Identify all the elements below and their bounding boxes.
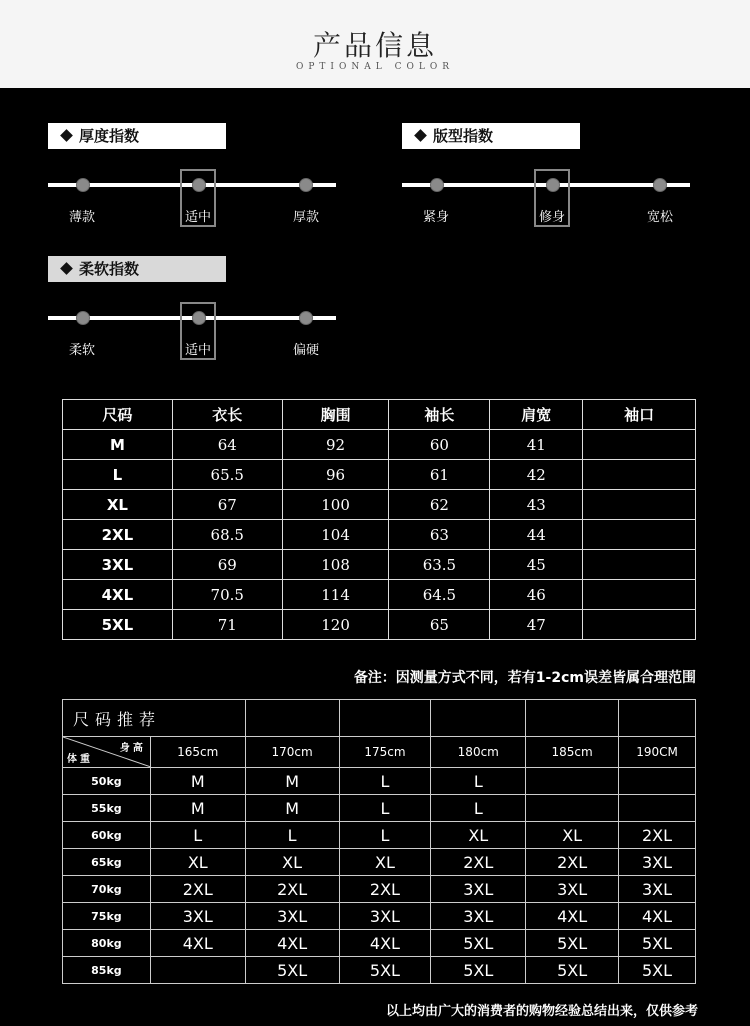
size-cell: 5XL xyxy=(619,957,696,984)
fit-index-label: 版型指数 xyxy=(402,123,580,149)
size-cell: L xyxy=(150,822,245,849)
table-cell xyxy=(583,430,696,460)
table-row xyxy=(63,430,696,460)
size-cell: 3XL xyxy=(431,903,526,930)
size-cell: L xyxy=(339,768,431,795)
scale-dot xyxy=(430,178,444,192)
table-cell: 68.5 xyxy=(172,520,282,550)
table-cell: 65 xyxy=(389,610,490,640)
table-cell: 45 xyxy=(490,550,583,580)
table-cell: 64.5 xyxy=(389,580,490,610)
scale-dot xyxy=(76,178,90,192)
size-cell: L xyxy=(431,768,526,795)
size-cell: XL xyxy=(245,849,339,876)
footnote: 以上均由广大的消费者的购物经验总结出来，仅供参考 xyxy=(385,1004,698,1019)
table-cell: 3XL xyxy=(63,550,173,580)
table-cell xyxy=(245,700,339,737)
diamond-icon xyxy=(60,129,73,142)
table-cell: 63.5 xyxy=(389,550,490,580)
height-header: 175cm xyxy=(339,737,431,768)
size-cell xyxy=(619,768,696,795)
size-cell: 4XL xyxy=(150,930,245,957)
table-cell: 67 xyxy=(172,490,282,520)
table-cell xyxy=(583,610,696,640)
table-cell: 104 xyxy=(282,520,389,550)
size-cell: 5XL xyxy=(526,957,619,984)
table-cell: 100 xyxy=(282,490,389,520)
table-cell: 114 xyxy=(282,580,389,610)
softness-index xyxy=(48,256,348,366)
table-cell: XL xyxy=(63,490,173,520)
table-row xyxy=(63,550,696,580)
table-cell: 62 xyxy=(389,490,490,520)
weight-cell: 65kg xyxy=(63,849,151,876)
size-cell: 4XL xyxy=(619,903,696,930)
size-cell: 5XL xyxy=(619,930,696,957)
table-cell xyxy=(583,460,696,490)
scale-dot xyxy=(76,311,90,325)
thickness-index-label: 厚度指数 xyxy=(48,123,226,149)
table-cell: 96 xyxy=(282,460,389,490)
size-cell: 2XL xyxy=(526,849,619,876)
scale-option: 宽松 xyxy=(646,210,673,225)
size-cell xyxy=(526,795,619,822)
size-cell: 3XL xyxy=(526,876,619,903)
table-cell: 108 xyxy=(282,550,389,580)
scale-option: 柔软 xyxy=(68,343,95,358)
size-cell: 2XL xyxy=(150,876,245,903)
recommendation-title-row xyxy=(63,700,696,737)
size-cell: L xyxy=(245,822,339,849)
header-length: 衣长 xyxy=(172,400,282,430)
table-cell: 70.5 xyxy=(172,580,282,610)
table-cell xyxy=(583,550,696,580)
height-header: 185cm xyxy=(526,737,619,768)
size-cell: 2XL xyxy=(339,876,431,903)
size-cell: M xyxy=(245,795,339,822)
size-cell: M xyxy=(150,795,245,822)
table-row xyxy=(63,490,696,520)
table-cell: 41 xyxy=(490,430,583,460)
table-row xyxy=(63,822,696,849)
size-cell: 3XL xyxy=(619,849,696,876)
thickness-index xyxy=(48,123,348,233)
size-cell: 2XL xyxy=(431,849,526,876)
size-cell: 5XL xyxy=(245,957,339,984)
header-cuff: 袖口 xyxy=(583,400,696,430)
table-row xyxy=(63,610,696,640)
table-row xyxy=(63,903,696,930)
weight-cell: 55kg xyxy=(63,795,151,822)
table-row xyxy=(63,460,696,490)
scale-dot xyxy=(299,311,313,325)
page-header xyxy=(0,0,750,88)
scale-option: 厚款 xyxy=(292,210,319,225)
table-row xyxy=(63,849,696,876)
size-cell: XL xyxy=(339,849,431,876)
page-title: 产品信息 xyxy=(312,29,437,62)
height-label: 身高 xyxy=(119,743,146,754)
table-cell xyxy=(583,490,696,520)
fit-index xyxy=(402,123,702,233)
size-cell: XL xyxy=(526,822,619,849)
table-row xyxy=(63,520,696,550)
table-cell xyxy=(619,700,696,737)
table-cell xyxy=(583,580,696,610)
size-table xyxy=(62,399,696,640)
diagonal-header-cell xyxy=(63,737,151,768)
size-cell: 2XL xyxy=(245,876,339,903)
table-cell: M xyxy=(63,430,173,460)
height-header: 170cm xyxy=(245,737,339,768)
header-size: 尺码 xyxy=(63,400,173,430)
size-cell: 3XL xyxy=(431,876,526,903)
scale-option: 偏硬 xyxy=(292,343,319,358)
header-sleeve: 袖长 xyxy=(389,400,490,430)
table-cell: 65.5 xyxy=(172,460,282,490)
size-cell: L xyxy=(339,822,431,849)
table-cell: 42 xyxy=(490,460,583,490)
table-cell xyxy=(526,700,619,737)
table-cell: 63 xyxy=(389,520,490,550)
height-header: 165cm xyxy=(150,737,245,768)
scale-option: 紧身 xyxy=(422,210,449,225)
table-cell: 47 xyxy=(490,610,583,640)
scale-option-selected: 适中 xyxy=(184,343,211,358)
weight-cell: 75kg xyxy=(63,903,151,930)
size-cell xyxy=(526,768,619,795)
table-cell: 61 xyxy=(389,460,490,490)
table-cell: 2XL xyxy=(63,520,173,550)
scale-option-selected: 修身 xyxy=(538,210,565,225)
table-cell: 60 xyxy=(389,430,490,460)
size-table-header-row xyxy=(63,400,696,430)
size-cell: 4XL xyxy=(526,903,619,930)
table-row xyxy=(63,795,696,822)
heights-row xyxy=(63,737,696,768)
table-cell: L xyxy=(63,460,173,490)
size-cell xyxy=(619,795,696,822)
size-cell: 4XL xyxy=(339,930,431,957)
table-cell: 46 xyxy=(490,580,583,610)
weight-cell: 85kg xyxy=(63,957,151,984)
size-cell: 3XL xyxy=(150,903,245,930)
size-cell: 3XL xyxy=(245,903,339,930)
weight-cell: 70kg xyxy=(63,876,151,903)
size-cell: M xyxy=(245,768,339,795)
height-header: 180cm xyxy=(431,737,526,768)
size-cell: L xyxy=(431,795,526,822)
header-shoulder: 肩宽 xyxy=(490,400,583,430)
table-cell: 4XL xyxy=(63,580,173,610)
table-cell: 71 xyxy=(172,610,282,640)
table-row xyxy=(63,876,696,903)
size-recommendation-table xyxy=(62,699,696,984)
size-cell: 4XL xyxy=(245,930,339,957)
size-cell: XL xyxy=(431,822,526,849)
weight-cell: 80kg xyxy=(63,930,151,957)
scale-option: 薄款 xyxy=(68,210,95,225)
measurement-note: 备注：因测量方式不同，若有1-2cm误差皆属合理范围 xyxy=(353,670,696,686)
table-row xyxy=(63,957,696,984)
scale-dot xyxy=(299,178,313,192)
table-cell: 5XL xyxy=(63,610,173,640)
weight-cell: 50kg xyxy=(63,768,151,795)
diamond-icon xyxy=(60,262,73,275)
table-cell xyxy=(339,700,431,737)
size-cell: 5XL xyxy=(339,957,431,984)
scale-option-selected: 适中 xyxy=(184,210,211,225)
table-cell: 64 xyxy=(172,430,282,460)
diamond-icon xyxy=(414,129,427,142)
page-subtitle: OPTIONAL COLOR xyxy=(296,62,454,72)
table-cell: 44 xyxy=(490,520,583,550)
table-row xyxy=(63,930,696,957)
table-row xyxy=(63,768,696,795)
height-header: 190CM xyxy=(619,737,696,768)
table-cell xyxy=(583,520,696,550)
table-cell: 43 xyxy=(490,490,583,520)
header-chest: 胸围 xyxy=(282,400,389,430)
size-cell: 5XL xyxy=(431,957,526,984)
table-cell xyxy=(431,700,526,737)
size-cell: M xyxy=(150,768,245,795)
size-cell: 5XL xyxy=(431,930,526,957)
weight-label: 体重 xyxy=(67,754,93,765)
size-cell: 3XL xyxy=(339,903,431,930)
size-cell: L xyxy=(339,795,431,822)
size-cell: 2XL xyxy=(619,822,696,849)
weight-cell: 60kg xyxy=(63,822,151,849)
table-cell: 92 xyxy=(282,430,389,460)
size-cell xyxy=(150,957,245,984)
table-cell: 120 xyxy=(282,610,389,640)
size-cell: XL xyxy=(150,849,245,876)
table-row xyxy=(63,580,696,610)
recommendation-title: 尺码推荐 xyxy=(63,700,246,737)
scale-dot xyxy=(653,178,667,192)
size-cell: 3XL xyxy=(619,876,696,903)
softness-index-label: 柔软指数 xyxy=(48,256,226,282)
table-cell: 69 xyxy=(172,550,282,580)
size-cell: 5XL xyxy=(526,930,619,957)
